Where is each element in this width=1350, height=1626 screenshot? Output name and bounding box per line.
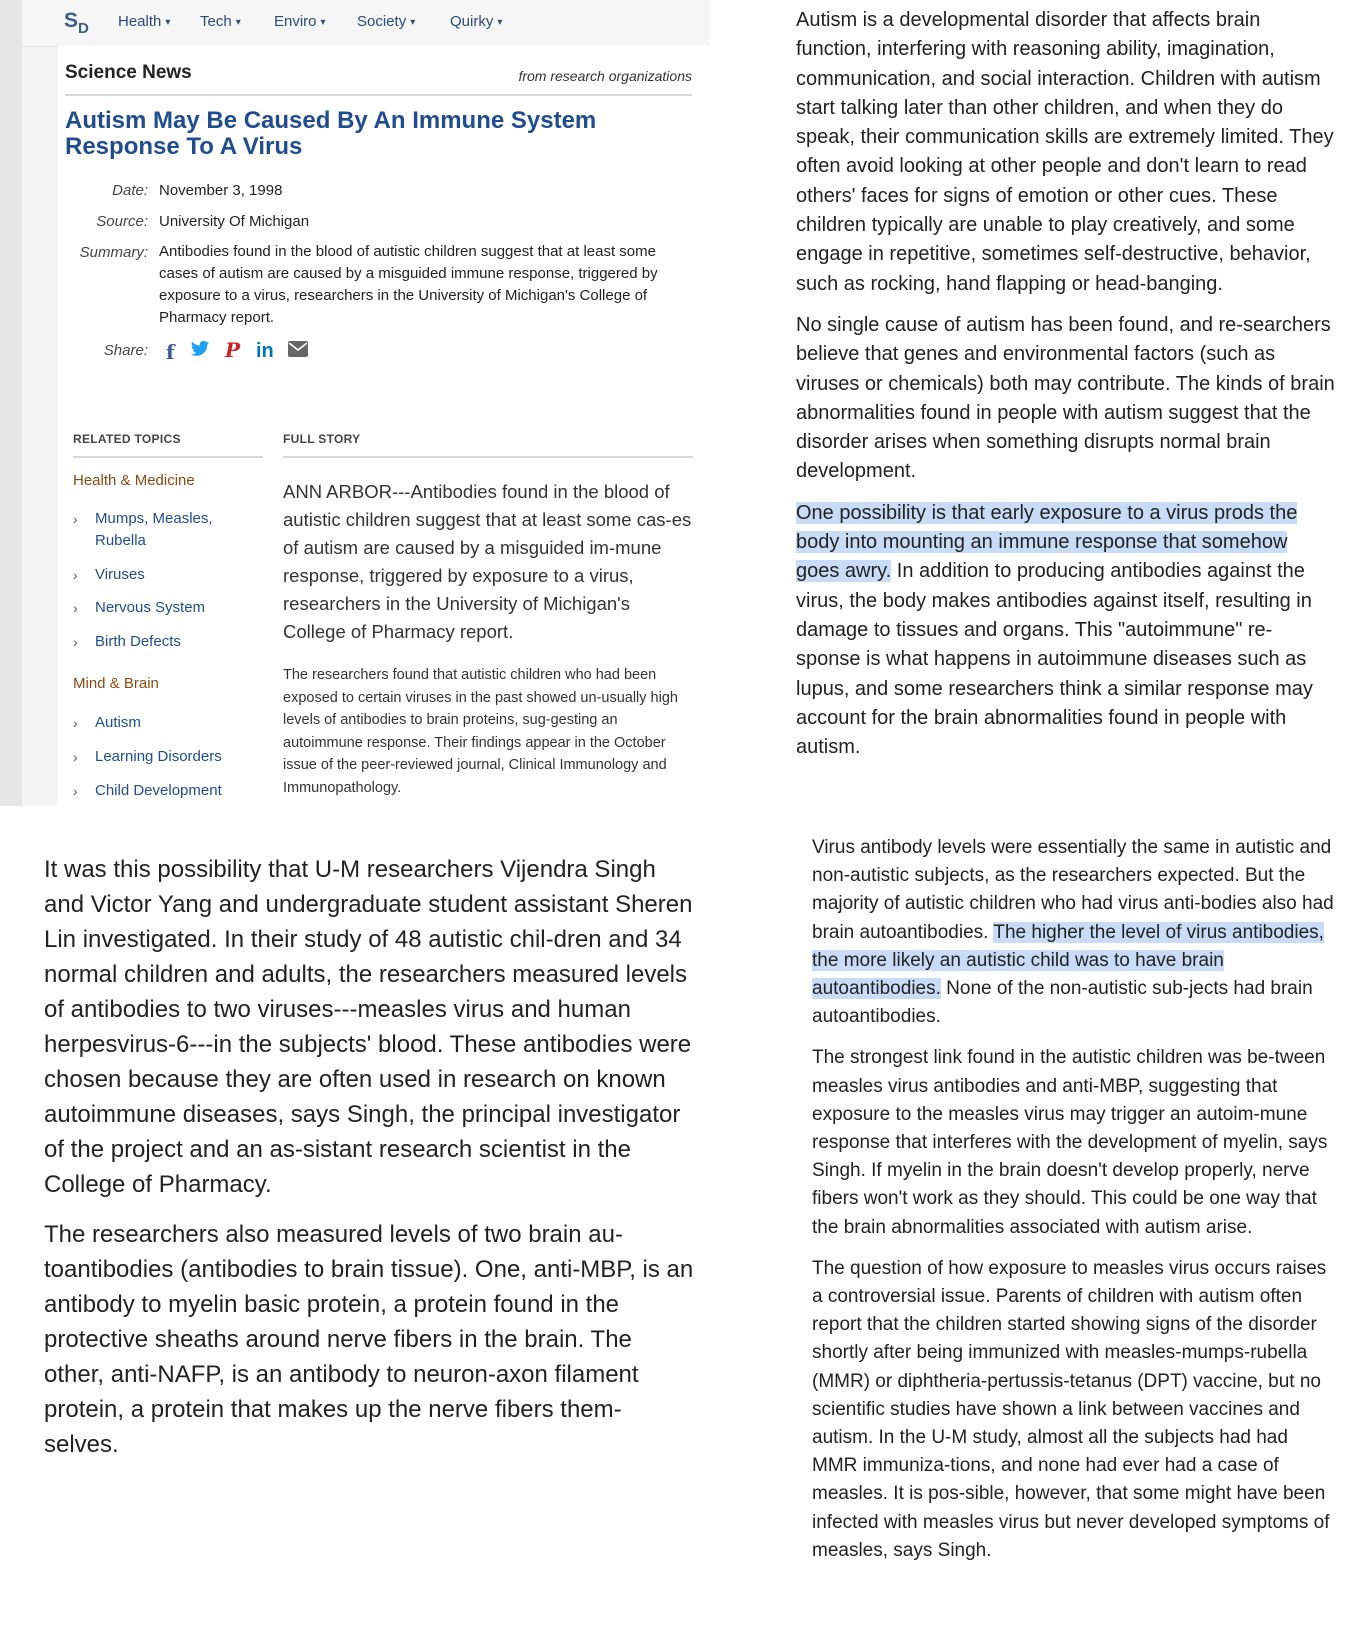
chevron-right-icon: › bbox=[73, 511, 78, 527]
nav-quirky[interactable]: Quirky ▾ bbox=[450, 13, 503, 30]
topic-link[interactable]: › Learning Disorders bbox=[73, 746, 273, 769]
category-mind-brain[interactable]: Mind & Brain bbox=[73, 675, 159, 692]
chevron-down-icon: ▾ bbox=[320, 17, 326, 28]
divider bbox=[73, 456, 263, 458]
full-story-heading: FULL STORY bbox=[283, 432, 361, 446]
chevron-right-icon: › bbox=[73, 600, 78, 616]
share-label: Share: bbox=[103, 342, 148, 359]
article-screenshot-panel bbox=[0, 0, 710, 806]
divider bbox=[283, 456, 693, 458]
linkedin-icon[interactable]: in bbox=[256, 340, 274, 362]
paragraph: Autism is a developmental disorder that affects brain function, interfering with reasoning ability, imagination, communication, and social interaction. Children with autism start talking later than other children, and when they do speak, their communication skills are extremely limited. They often avoid looking at other people and don't learn to read others' faces for signs of emotion or other cues. These children typically are unable to play creatively, and some engage in repetitive, sometimes self-destructive, behavior, such as rocking, hand flapping or head-banging. bbox=[796, 9, 1334, 295]
article-continuation-bottom-left bbox=[44, 852, 694, 1477]
chevron-right-icon: › bbox=[73, 634, 78, 650]
site-logo[interactable]: $S_D$ bbox=[64, 9, 88, 37]
highlighted-text: One possibility is that early exposure to a virus prods the body into mounting an immune response that somehow goes awry. bbox=[796, 501, 1298, 583]
paragraph: The strongest link found in the autistic children was be-tween measles virus antibodies and anti-MBP, suggesting that exposure to the measles virus may trigger an autoim-mune response that interferes with the development of myelin, says Singh. If myelin in the brain doesn't develop properly, nerve fibers won't work as they should. This could be one way that the brain abnormalities associated with autism arise. bbox=[812, 1047, 1328, 1238]
chevron-down-icon: ▾ bbox=[165, 17, 171, 28]
topic-link[interactable]: › Child Development bbox=[73, 780, 273, 803]
article-continuation-bottom-right bbox=[812, 834, 1334, 1578]
nav-tech[interactable]: Tech ▾ bbox=[200, 13, 241, 30]
paragraph: One possibility is that early exposure to a virus prods the body into mounting an immune response that somehow goes awry. In addition to producing antibodies against the virus, the body makes antibodies against itself, resulting in damage to tissues and organs. This "autoimmune" re-sponse is what happens in autoimmune diseases such as lupus, and some researchers think a similar response may account for the brain abnormalities found in people with autism. bbox=[796, 501, 1313, 759]
paragraph: It was this possibility that U-M researchers Vijendra Singh and Victor Yang and undergraduate student assistant Sheren Lin investigated. In their study of 48 autistic chil-dren and 34 normal children and adults, the researchers measured levels of antibodies to two viruses---measles virus and human herpesvirus-6---in the subjects' blood. These antibodies were chosen because they are often used in research on known autoimmune diseases, says Singh, the principal investigator of the project and an as-sistant research scientist in the College of Pharmacy. bbox=[44, 856, 693, 1198]
paragraph: The question of how exposure to measles virus occurs raises a controversial issue. Parents of children with autism often report that the children started showing signs of the disorder shortly after being immunized with measles-mumps-rubella (MMR) or diphtheria-pertussis-tetanus (DPT) vaccine, but no scientific studies have shown a link between vaccines and autism. In the U-M study, almost all the subjects had had MMR immuniza-tions, and none had ever had a case of measles. It is pos-sible, however, that some might have been infected with measles virus but never developed symptoms of measles, says Singh. bbox=[812, 1257, 1330, 1561]
related-topics-heading: RELATED TOPICS bbox=[73, 432, 181, 446]
article-headline: Autism May Be Caused By An Immune System Response To A Virus bbox=[65, 107, 597, 160]
chevron-right-icon: › bbox=[73, 783, 78, 799]
summary-label: Summary: bbox=[79, 244, 148, 261]
chevron-down-icon: ▾ bbox=[235, 17, 241, 28]
facebook-icon[interactable]: f bbox=[166, 340, 175, 364]
category-health-medicine[interactable]: Health & Medicine bbox=[73, 472, 195, 489]
story-paragraph: The researchers found that autistic children who had been exposed to certain viruses in the past showed un-usually high levels of antibodies to brain proteins, sug-gesting an autoimmune response. Their findings appear in the October issue of the peer-reviewed journal, Clinical Immunology and Immunopathology. bbox=[283, 667, 678, 796]
left-margin bbox=[22, 0, 58, 806]
paragraph: No single cause of autism has been found, and re-searchers believe that genes and environmental factors (such as viruses or chemicals) both may contribute. The kinds of brain abnormalities found in people with autism suggest that the disorder arises when something disrupts normal brain development. bbox=[796, 313, 1335, 483]
lower-card bbox=[58, 0, 710, 806]
topic-link[interactable]: › Birth Defects bbox=[73, 631, 273, 654]
chevron-down-icon: ▾ bbox=[497, 17, 503, 28]
left-gutter bbox=[0, 0, 22, 806]
date-label: Date: bbox=[112, 182, 148, 199]
article-continuation-top-right bbox=[796, 6, 1336, 774]
topic-link[interactable]: › Autism bbox=[73, 712, 273, 735]
summary-value: Antibodies found in the blood of autistic children suggest that at least some cases of autism are caused by a misguided immune response, triggered by exposure to a virus, researchers in the University of Michigan's College of Pharmacy report. bbox=[159, 243, 658, 326]
nav-health[interactable]: Health ▾ bbox=[118, 13, 171, 30]
pinterest-icon[interactable]: P bbox=[225, 338, 241, 362]
chevron-right-icon: › bbox=[73, 567, 78, 583]
date-value: November 3, 1998 bbox=[159, 182, 283, 199]
site-title[interactable]: Science News bbox=[65, 62, 192, 83]
topic-link[interactable]: › Nervous System bbox=[73, 597, 273, 620]
chevron-right-icon: › bbox=[73, 715, 78, 731]
story-paragraph-lead: ANN ARBOR---Antibodies found in the blood of autistic children suggest that at least some cas-es of autism are caused by a misguided im-mune response, triggered by exposure to a virus, researchers in the University of Michigan's College of Pharmacy report. bbox=[283, 481, 692, 642]
paragraph: Virus antibody levels were essentially the same in autistic and non-autistic subjects, as the researchers expected. But the majority of autistic children who had virus anti-bodies also had brain autoantibodies. The higher the level of virus antibodies, the more likely an autistic child was to have brain autoantibodies. None of the non-autistic sub-jects had brain autoantibodies. bbox=[812, 837, 1334, 1028]
chevron-down-icon: ▾ bbox=[410, 17, 416, 28]
chevron-right-icon: › bbox=[73, 749, 78, 765]
paragraph: The researchers also measured levels of two brain au-toantibodies (antibodies to brain tissue). One, anti-MBP, is an antibody to myelin basic protein, a protein found in the protective sheaths around nerve fibers in the brain. The other, anti-NAFP, is an antibody to neuron-axon filament protein, a protein that makes up the nerve fibers them-selves. bbox=[44, 1221, 694, 1458]
nav-enviro[interactable]: Enviro ▾ bbox=[274, 13, 326, 30]
topic-link[interactable]: › Mumps, Measles, Rubella bbox=[73, 510, 213, 549]
topic-link[interactable]: › Viruses bbox=[73, 564, 273, 587]
site-tagline: from research organizations bbox=[518, 68, 692, 84]
nav-society[interactable]: Society ▾ bbox=[357, 13, 416, 30]
source-value: University Of Michigan bbox=[159, 213, 310, 230]
source-label: Source: bbox=[96, 213, 148, 230]
highlighted-text: The higher the level of virus antibodies, the more likely an autistic child was to have brain autoantibodies. bbox=[812, 921, 1324, 1000]
